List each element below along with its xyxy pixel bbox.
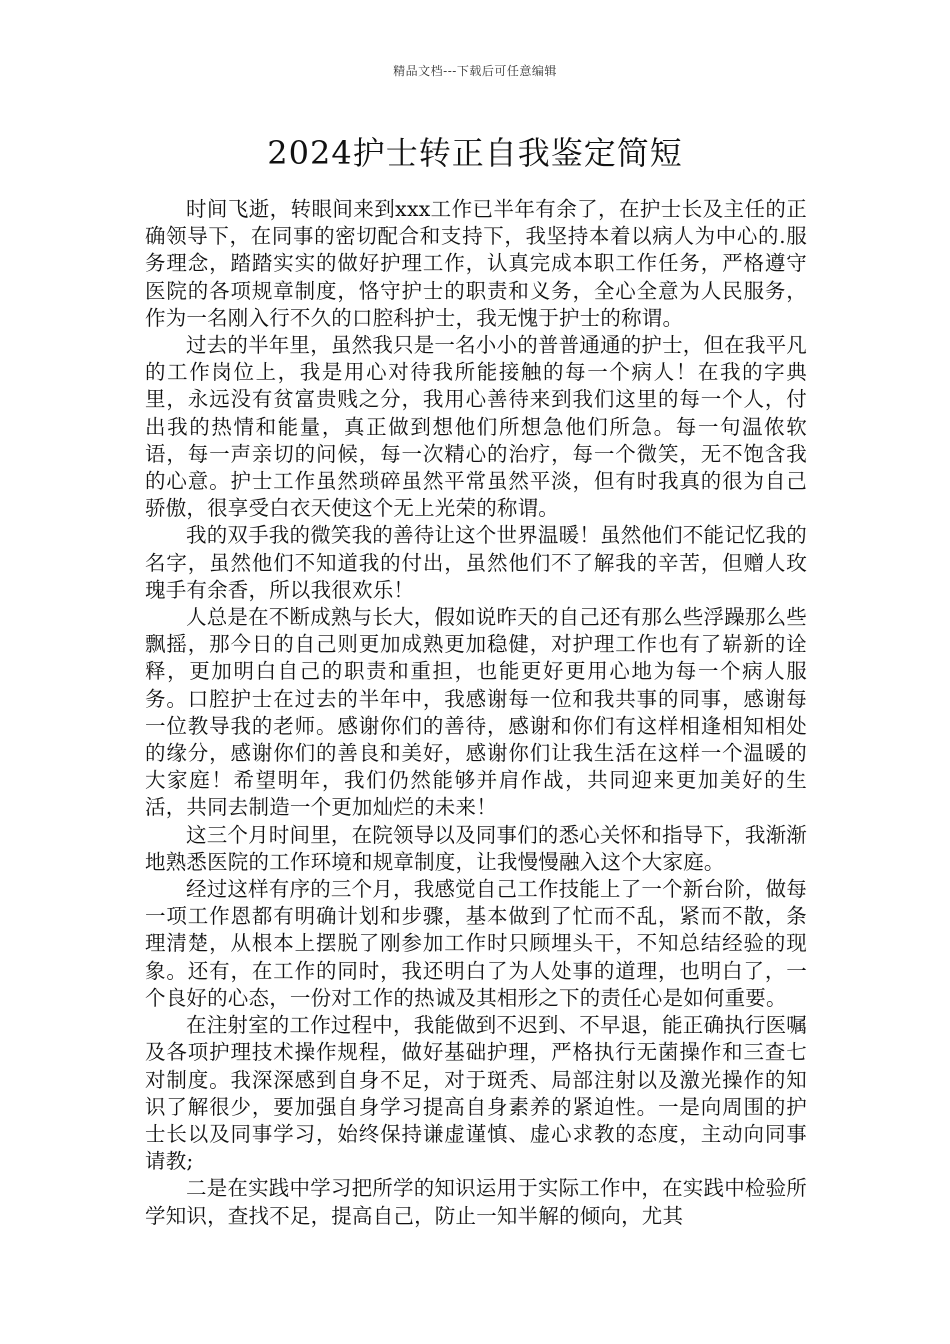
paragraph-6: 经过这样有序的三个月，我感觉自己工作技能上了一个新台阶，做每一项工作恩都有明确计划和步骤，基本做到了忙而不乱，紧而不散，条理清楚，从根本上摆脱了刚参加工作时只顾埋头干，不知总结经验的现象。还有，在工作的同时，我还明白了为人处事的道理，也明白了，一个良好的心态，一份对工作的热诚及其相形之下的责任心是如何重要。 <box>145 877 807 1010</box>
paragraph-5: 这三个月时间里，在院领导以及同事们的悉心关怀和指导下，我渐渐地熟悉医院的工作环境和规章制度，让我慢慢融入这个大家庭。 <box>145 822 807 874</box>
paragraph-2: 过去的半年里，虽然我只是一名小小的普普通通的护士，但在我平凡的工作岗位上，我是用心对待我所能接触的每一个病人！在我的字典里，永远没有贫富贵贱之分，我用心善待来到我们这里的每一个人，付出我的热情和能量，真正做到想他们所想急他们所急。每一句温侬软语，每一声亲切的问候，每一次精心的治疗，每一个微笑，无不饱含我的心意。护士工作虽然琐碎虽然平常虽然平淡，但有时我真的很为自己骄傲，很享受白衣天使这个无上光荣的称谓。 <box>145 333 807 521</box>
document-title: 2024护士转正自我鉴定简短 <box>267 134 683 172</box>
paragraph-3: 我的双手我的微笑我的善待让这个世界温暖！虽然他们不能记忆我的名字，虽然他们不知道我的付出，虽然他们不了解我的辛苦，但赠人玫瑰手有余香，所以我很欢乐！ <box>145 523 807 602</box>
paragraph-7: 在注射室的工作过程中，我能做到不迟到、不早退，能正确执行医嘱及各项护理技术操作规程，做好基础护理，严格执行无菌操作和三查七对制度。我深深感到自身不足，对于斑秃、局部注射以及激光操作的知识了解很少，要加强自身学习提高自身素养的紧迫性。一是向周围的护士长以及同事学习，始终保持谦虚谨慎、虚心求教的态度，主动向同事请教; <box>145 1013 807 1174</box>
document-body <box>145 196 807 1230</box>
paragraph-4: 人总是在不断成熟与长大，假如说昨天的自己还有那么些浮躁那么些飘摇，那今日的自己则更加成熟更加稳健，对护理工作也有了崭新的诠释，更加明白自己的职责和重担，也能更好更用心地为每一个病人服务。口腔护士在过去的半年中，我感谢每一位和我共事的同事，感谢每一位教导我的老师。感谢你们的善待，感谢和你们有这样相逢相知相处的缘分，感谢你们的善良和美好，感谢你们让我生活在这样一个温暖的大家庭！希望明年，我们仍然能够并肩作战，共同迎来更加美好的生活，共同去制造一个更加灿烂的未来！ <box>145 605 807 820</box>
paragraph-8: 二是在实践中学习把所学的知识运用于实际工作中，在实践中检验所学知识，查找不足，提高自己，防止一知半解的倾向，尤其 <box>145 1176 807 1228</box>
header-note: 精品文档---下载后可任意编辑 <box>393 64 557 78</box>
paragraph-1: 时间飞逝，转眼间来到xxx工作已半年有余了，在护士长及主任的正确领导下，在同事的密切配合和支持下，我坚持本着以病人为中心的.服务理念，踏踏实实的做好护理工作，认真完成本职工作任务，严格遵守医院的各项规章制度，恪守护士的职责和义务，全心全意为人民服务，作为一名刚入行不久的口腔科护士，我无愧于护士的称谓。 <box>145 197 807 330</box>
